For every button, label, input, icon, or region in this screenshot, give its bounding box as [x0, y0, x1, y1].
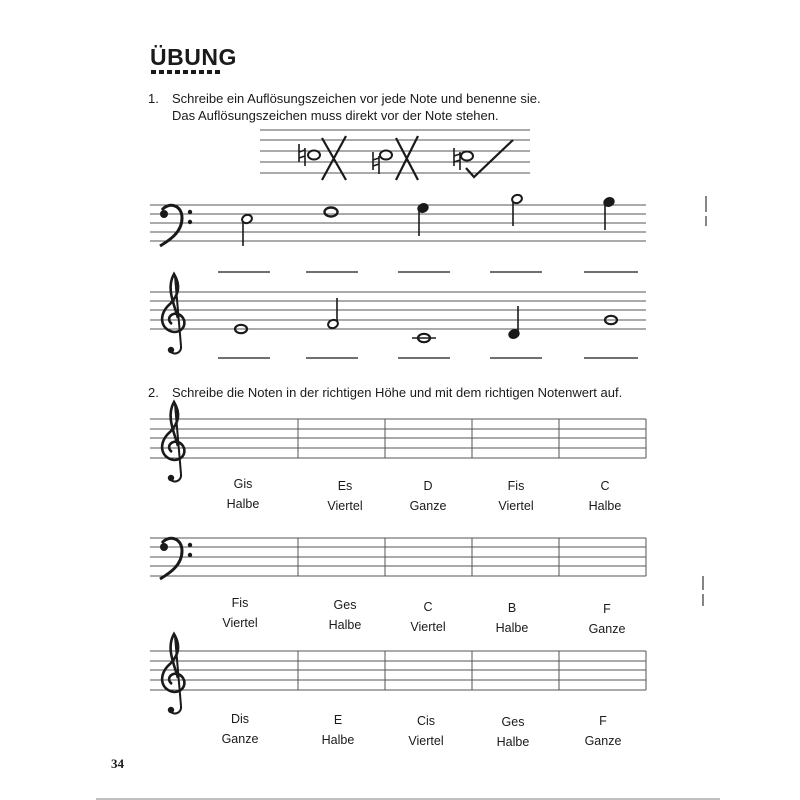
exercise2-staff-row3	[150, 651, 646, 690]
exercise1-line1: Schreibe ein Auflösungszeichen vor jede Note und benenne sie.	[172, 91, 541, 106]
exercise1-bass-notes	[241, 194, 615, 246]
exercise2-staff-row1	[150, 419, 646, 458]
page-title: ÜBUNG	[150, 44, 237, 70]
treble-clef-icon	[162, 402, 184, 481]
row3-label-3: Cis Viertel	[408, 714, 444, 748]
bass-clef-icon	[160, 205, 192, 246]
row3-label-4: Ges Halbe	[496, 715, 530, 749]
row2-label-5: F Ganze	[588, 602, 626, 636]
row3-label-1: Dis Ganze	[221, 712, 259, 746]
row3-label-2: E Halbe	[321, 713, 355, 747]
row1-label-3: D Ganze	[409, 479, 447, 513]
row1-label-5: C Halbe	[588, 479, 622, 513]
row1-label-2: Es Viertel	[327, 479, 363, 513]
exercise1-treble-staff	[150, 292, 646, 329]
treble-clef-icon	[162, 634, 184, 713]
exercise1-bass-staff	[150, 205, 646, 241]
row2-label-1: Fis Viertel	[222, 596, 258, 630]
row2-label-3: C Viertel	[410, 600, 446, 634]
row3-label-5: F Ganze	[584, 714, 622, 748]
row1-label-1: Gis Halbe	[226, 477, 260, 511]
bass-clef-icon	[160, 538, 192, 579]
treble-clef-icon	[162, 274, 184, 353]
exercise2-staff-row2	[150, 538, 646, 576]
exercise2-text: Schreibe die Noten in der richtigen Höhe und mit dem richtigen Notenwert auf.	[172, 385, 623, 400]
row2-label-4: B Halbe	[495, 601, 529, 635]
exercise1-line2: Das Auflösungszeichen muss direkt vor der Note stehen.	[172, 108, 499, 123]
exercise1-number: 1.	[148, 91, 159, 106]
page-number: 34	[111, 756, 124, 771]
row1-label-4: Fis Viertel	[498, 479, 534, 513]
row2-label-2: Ges Halbe	[328, 598, 362, 632]
exercise2-number: 2.	[148, 385, 159, 400]
example-natural-correct	[454, 140, 513, 177]
